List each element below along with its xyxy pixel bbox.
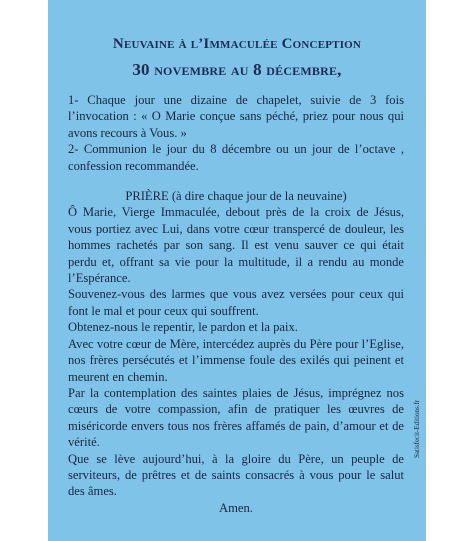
prayer-paragraph-1: Ô Marie, Vierge Immaculée, debout près de la croix de Jésus, vous portiez avec Lui, dans votre cœur transpercé de douleur, les hommes rachetés par son sang. Il est venu sauver ce qui était perdu et, offrant sa vie pour la multitude, il a rendu au monde l’Espérance. bbox=[68, 205, 404, 286]
instruction-item-1: 1- Chaque jour une dizaine de chapelet, suivie de 3 fois l’invocation : « O Marie conçue sans péché, priez pour nous qui avons recours à Vous. » bbox=[68, 93, 404, 140]
prayer-card bbox=[48, 0, 426, 541]
prayer-paragraph-4: Avec votre cœur de Mère, intercédez auprès du Père pour l’Eglise, nos frères persécutés et l’immense foule des exilés qui peinent et meurent en chemin. bbox=[68, 336, 404, 384]
card-subtitle-dates: 30 novembre au 8 décembre, bbox=[132, 60, 342, 79]
prayer-paragraph-3: Obtenez-nous le repentir, le pardon et la paix. bbox=[68, 320, 298, 335]
card-title: Neuvaine à l’Immaculée Conception bbox=[112, 36, 362, 52]
card-body bbox=[68, 92, 404, 516]
prayer-paragraph-6: Que se lève aujourd’hui, à la gloire du Père, un peuple de serviteurs, de prêtres et de saints consacrés à vous pour le salut des âmes. bbox=[68, 451, 404, 499]
prayer-paragraph-2: Souvenez-vous des larmes que vous avez versées pour ceux qui font le mal et pour ceux qui souffrent. bbox=[68, 287, 404, 318]
prayer-paragraph-5: Par la contemplation des saintes plaies de Jésus, imprégnez nos cœurs de votre compassion, afin de pratiquer les œuvres de miséricorde envers tous nos frères affamés de pain, d’amour et de vérité. bbox=[68, 385, 404, 450]
spacer bbox=[68, 174, 404, 188]
instruction-item-2: 2- Communion le jour du 8 décembre ou un jour de l’octave , confession recommandée. bbox=[68, 142, 404, 173]
prayer-closing: Amen. bbox=[219, 500, 253, 515]
publisher-credit: Satisfecit-Editions.fr bbox=[413, 399, 421, 458]
prayer-heading: PRIÈRE (à dire chaque jour de la neuvaine) bbox=[125, 189, 347, 204]
